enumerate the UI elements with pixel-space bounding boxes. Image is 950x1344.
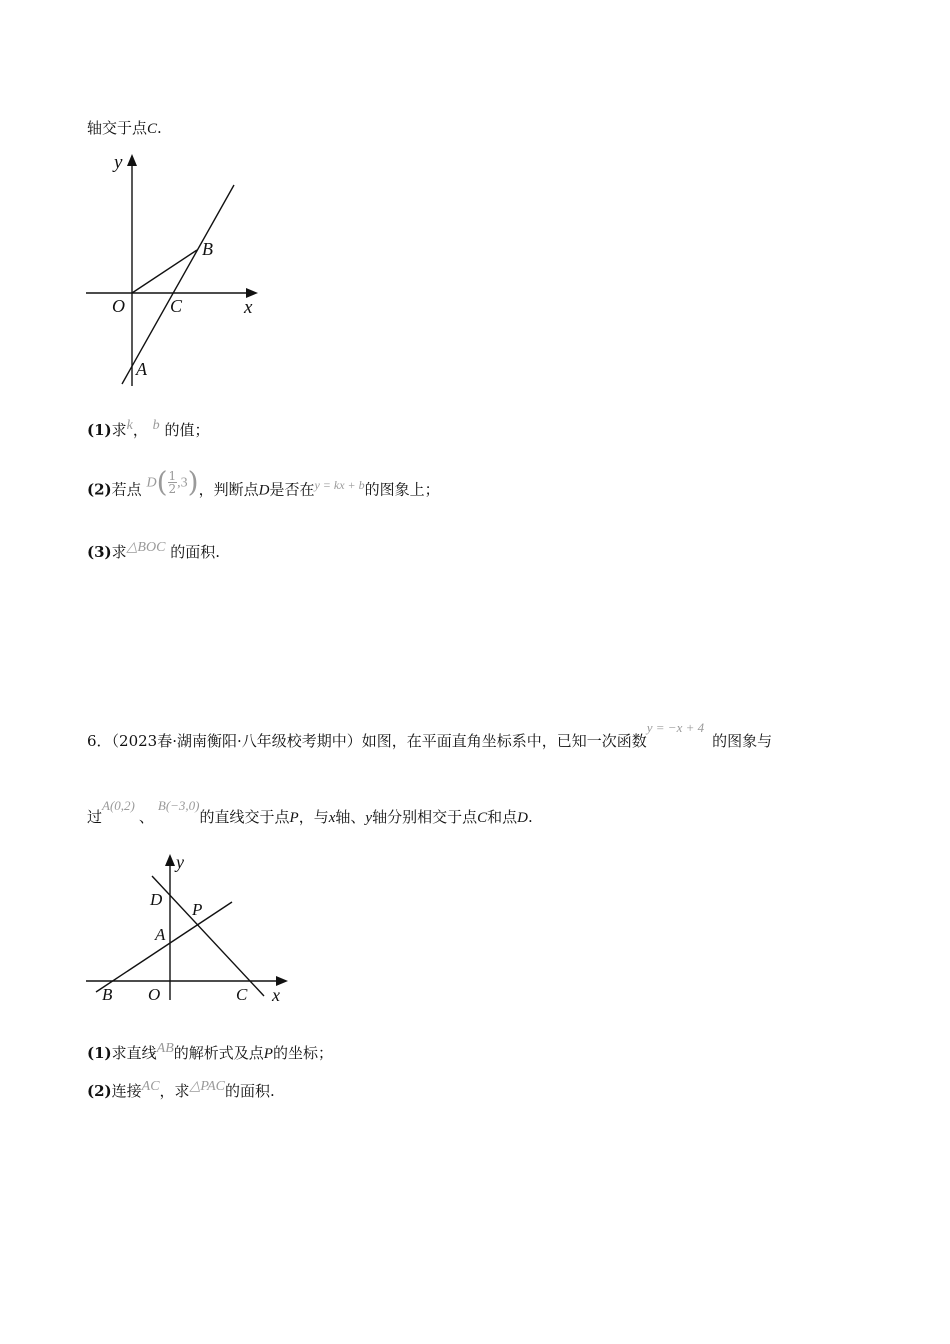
segment-ob	[132, 250, 197, 293]
fig1-point-b: B	[202, 239, 213, 259]
question-1: (1)求k， b 的值；	[87, 418, 210, 439]
fig1-x-label: x	[244, 297, 253, 318]
figure-2	[84, 848, 304, 1008]
question-3: (3)求△BOC 的面积.	[87, 540, 220, 561]
fig1-y-label: y	[114, 152, 123, 173]
figure-1	[84, 150, 264, 390]
fig2-x-label: x	[272, 985, 280, 1005]
problem-6-question-1: (1)求直线AB的解析式及点P的坐标；	[87, 1041, 333, 1062]
line-y-neg-x-plus-4	[152, 876, 264, 996]
y-axis-arrow-icon	[165, 854, 175, 866]
fig2-point-d: D	[150, 890, 163, 909]
fig1-point-a: A	[136, 359, 147, 379]
y-axis-arrow-icon	[127, 154, 137, 166]
line-ab	[96, 902, 232, 992]
fig2-y-label: y	[176, 852, 184, 872]
question-2: (2)若点 D( $\frac{1}{2}$ ,3)，判断点D是否在$^{y = kx + b}$的图象上；	[87, 465, 440, 499]
fig2-point-c: C	[236, 985, 248, 1004]
line-y-kx-b	[122, 185, 234, 384]
fig2-origin-label: O	[148, 985, 161, 1004]
fig1-point-c: C	[170, 296, 183, 316]
top-line: 轴交于点C.	[87, 119, 162, 137]
fig2-point-b: B	[102, 985, 113, 1004]
fig2-point-a: A	[155, 925, 166, 944]
problem-6-line-1: 6．（2023春·湖南衡阳·八年级校考期中）如图，在平面直角坐标系中，已知一次函数y = −x + 4的图象与	[87, 720, 773, 750]
fig1-origin-label: O	[112, 296, 125, 316]
fig2-point-p: P	[192, 900, 203, 919]
problem-6-question-2: (2)连接AC，求△PAC的面积.	[87, 1079, 275, 1100]
point-d-coordinates: D( $\frac{1}{2}$ ,3)	[146, 465, 199, 499]
problem-6-line-2: 过A(0,2)、B(−3,0)的直线交于点P，与x轴、y轴分别相交于点C和点D.	[87, 798, 533, 826]
